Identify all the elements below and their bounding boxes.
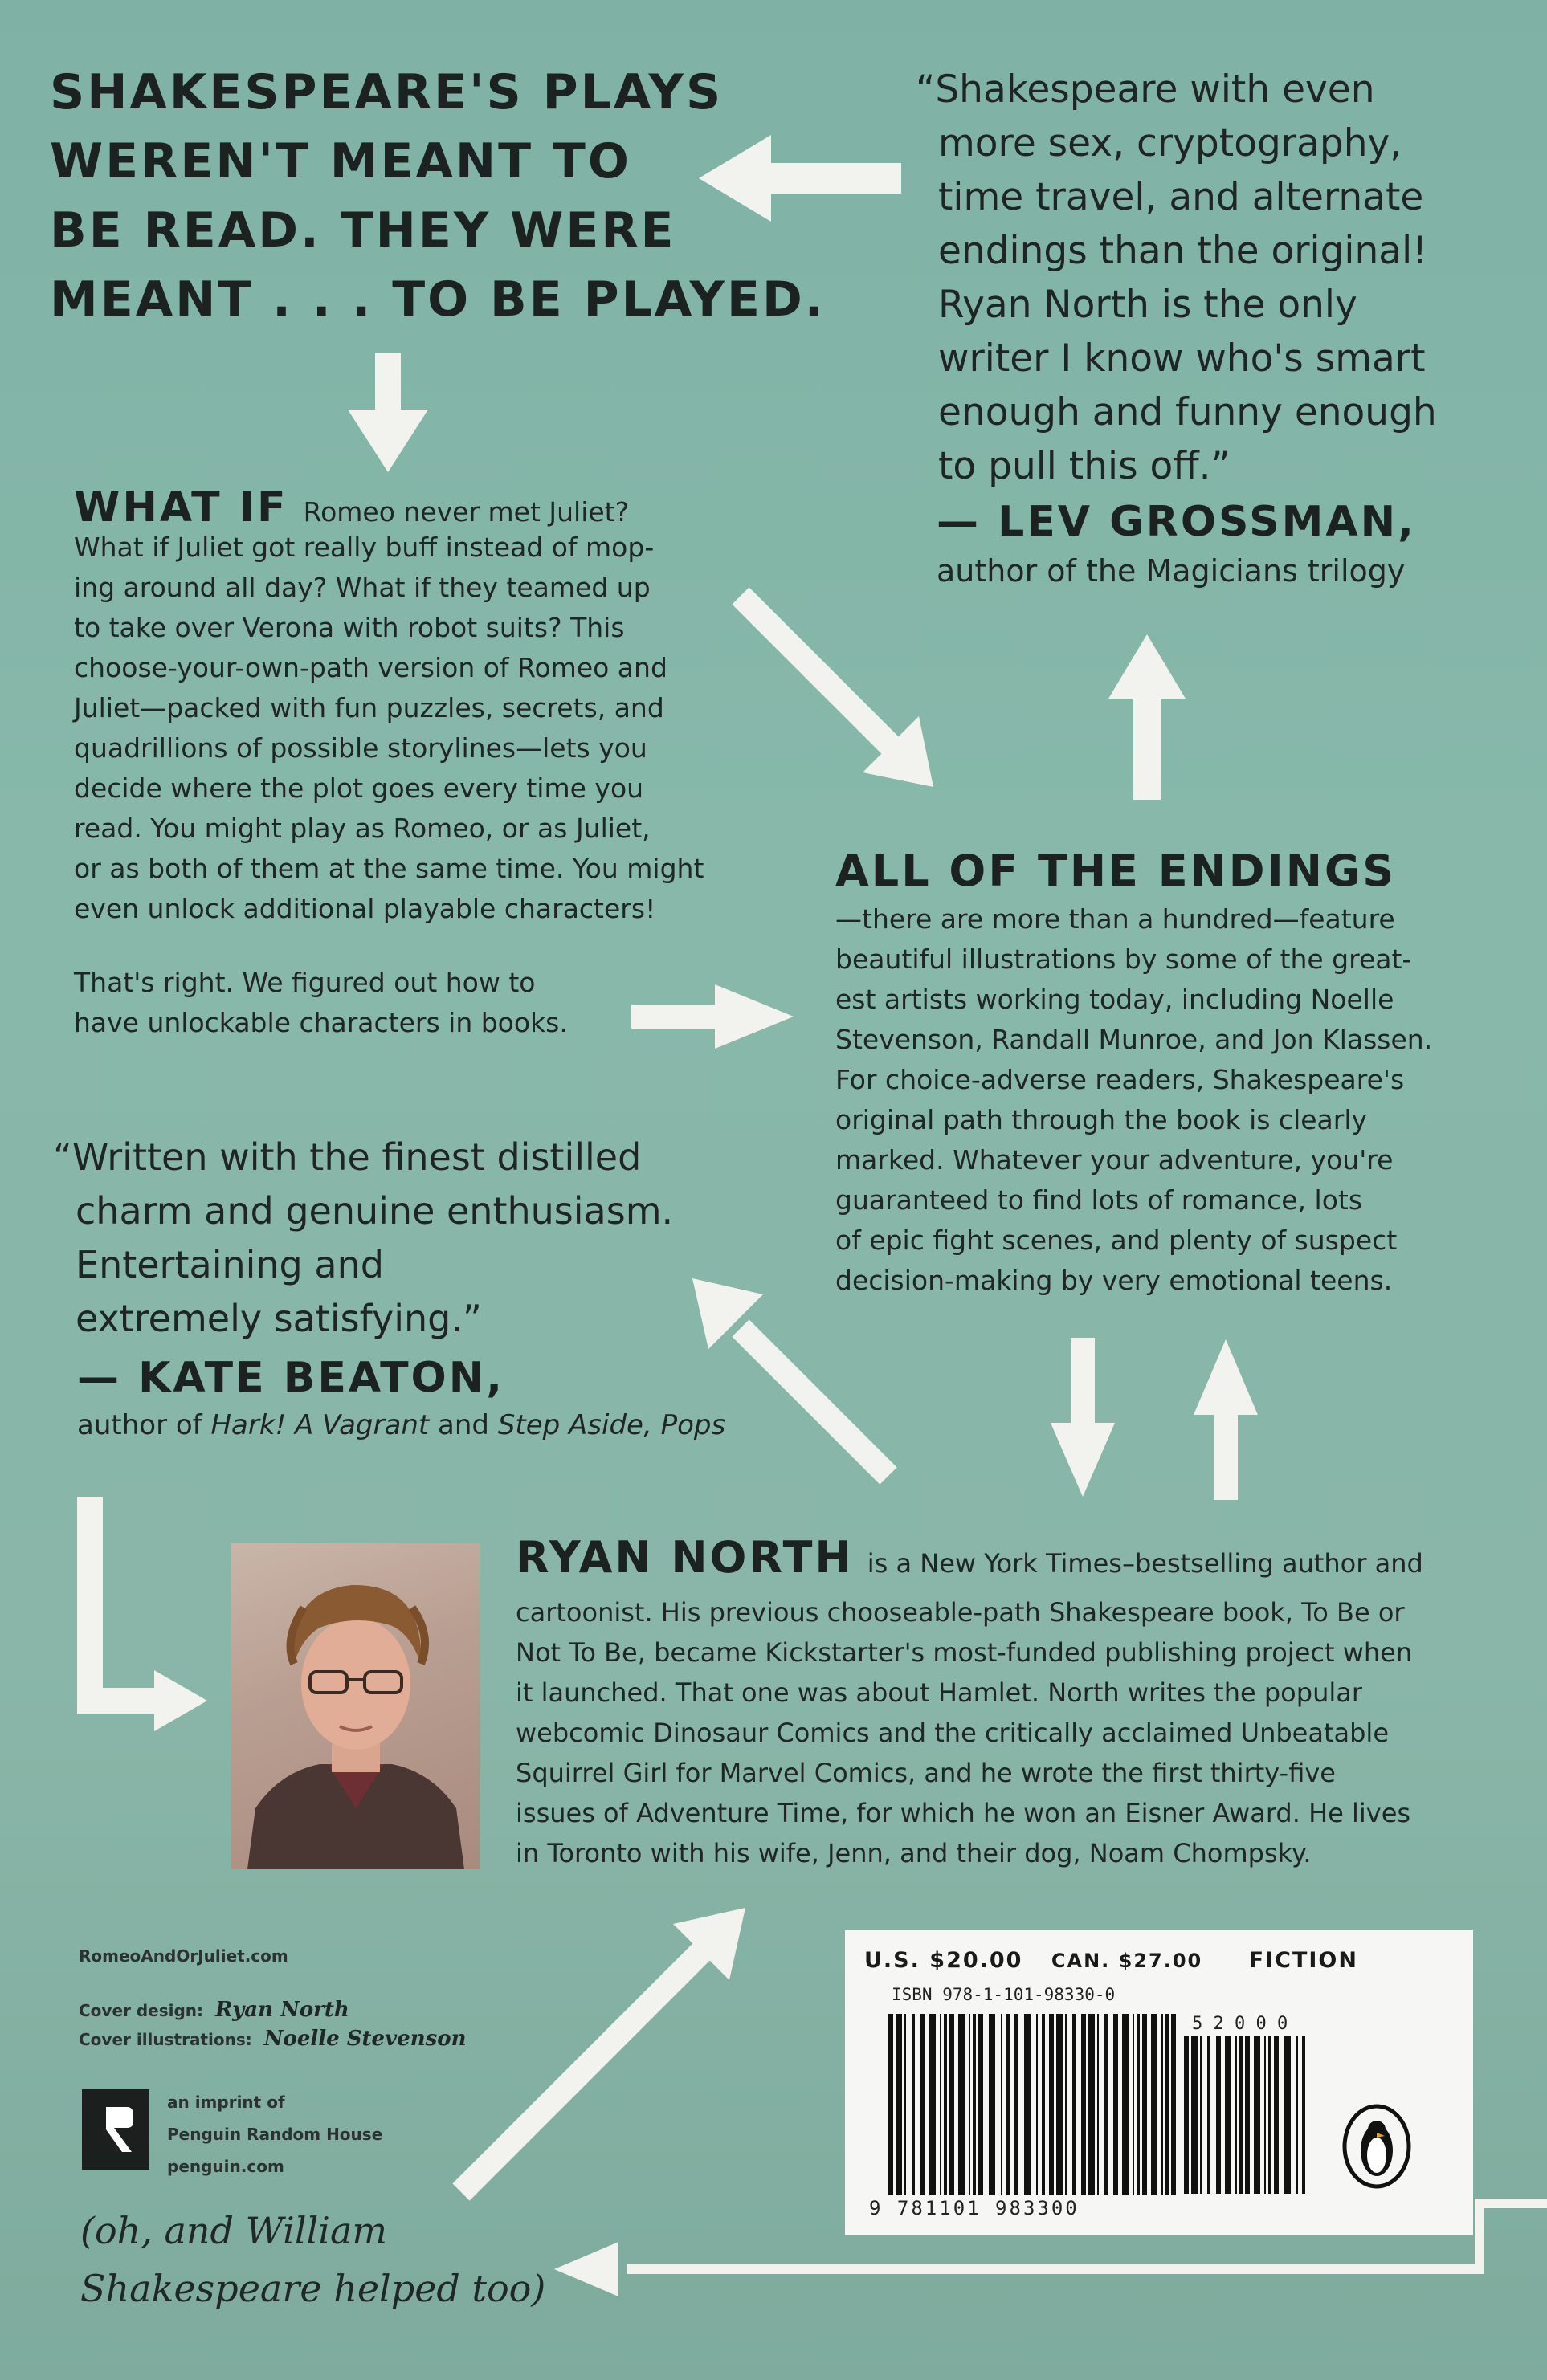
quote-line: to pull this off.” — [938, 444, 1231, 488]
quote-line: Entertaining and — [76, 1243, 384, 1286]
endings-line: beautiful illustrations by some of the great- — [835, 943, 1412, 975]
what-if-line: ing around all day? What if they teamed up — [74, 572, 651, 603]
headline-line: BE READ. THEY WERE — [50, 202, 676, 259]
category: FICTION — [1248, 1948, 1358, 1973]
what-if-line: decide where the plot goes every time you — [74, 772, 644, 804]
beaton-book-1: Hark! A Vagrant — [210, 1409, 430, 1441]
what-if-line: What if Juliet got really buff instead of mop- — [74, 532, 655, 563]
bio-line: cartoonist. His previous chooseable-path Shakespeare book, To Be or — [516, 1597, 1405, 1628]
bio-line: Not To Be, became Kickstarter's most-funded publishing project when — [516, 1637, 1413, 1668]
what-if-line: to take over Verona with robot suits? This — [74, 612, 625, 643]
bio-line: is a New York Times–bestselling author and — [867, 1548, 1423, 1579]
price-us: U.S. $20.00 — [864, 1948, 1023, 1973]
bio-line: it launched. That one was about Hamlet. North writes the popular — [516, 1677, 1362, 1708]
cover-illustrations-label: Cover illustrations: — [79, 2030, 252, 2049]
beaton-attribution: — KATE BEATON, — [77, 1354, 505, 1402]
what-if-line: read. You might play as Romeo, or as Juliet, — [74, 813, 651, 844]
endings-line: decision-making by very emotional teens. — [835, 1265, 1393, 1296]
what-if-line: Romeo never met Juliet? — [303, 496, 630, 528]
price-can: CAN. $27.00 — [1051, 1950, 1203, 1972]
headline-line: WEREN'T MEANT TO — [50, 133, 631, 190]
bio-line: in Toronto with his wife, Jenn, and their dog, Noam Chompsky. — [516, 1838, 1312, 1869]
grossman-role: author of the Magicians trilogy — [937, 553, 1406, 589]
footnote-line: Shakespeare helped too) — [80, 2267, 546, 2310]
bio-line: webcomic Dinosaur Comics and the critically acclaimed Unbeatable — [516, 1718, 1389, 1748]
what-if-line: or as both of them at the same time. You might — [74, 853, 704, 884]
quote-line: “Written with the finest distilled — [53, 1135, 642, 1179]
imprint-line[interactable]: penguin.com — [167, 2157, 284, 2176]
headline-line: MEANT . . . TO BE PLAYED. — [50, 271, 826, 328]
quote-line: Ryan North is the only — [938, 283, 1357, 327]
aside-line: That's right. We figured out how to — [74, 967, 536, 998]
website[interactable]: RomeoAndOrJuliet.com — [79, 1946, 288, 1966]
quote-line: enough and funny enough — [938, 390, 1437, 434]
imprint-line: an imprint of — [167, 2093, 285, 2112]
endings-line: est artists working today, including Noelle — [835, 984, 1394, 1015]
headline-line: SHAKESPEARE'S PLAYS — [50, 64, 724, 120]
endings-line: —there are more than a hundred—feature — [835, 903, 1395, 935]
endings-line: For choice-adverse readers, Shakespeare's — [835, 1064, 1405, 1095]
addon-number: 5 2 0 0 0 — [1192, 2014, 1288, 2034]
beaton-role-mid: and — [429, 1409, 498, 1441]
bio-line: issues of Adventure Time, for which he won an Eisner Award. He lives — [516, 1798, 1411, 1828]
endings-line: original path through the book is clearly — [835, 1104, 1368, 1135]
isbn: ISBN 978-1-101-98330-0 — [892, 1985, 1116, 2004]
imprint-line: Penguin Random House — [167, 2125, 383, 2144]
footnote-line: (oh, and William — [80, 2209, 387, 2252]
endings-line: of epic fight scenes, and plenty of suspect — [835, 1225, 1398, 1256]
quote-line: writer I know who's smart — [938, 336, 1426, 381]
what-if-line: quadrillions of possible storylines—lets you — [74, 732, 647, 764]
quote-line: “Shakespeare with even — [916, 67, 1375, 112]
what-if-line: even unlock additional playable characters! — [74, 893, 656, 924]
quote-line: endings than the original! — [938, 229, 1427, 273]
quote-line: time travel, and alternate — [938, 175, 1424, 219]
what-if-line: choose-your-own-path version of Romeo and — [74, 652, 667, 683]
grossman-attribution: — LEV GROSSMAN, — [937, 498, 1416, 546]
what-if-line: Juliet—packed with fun puzzles, secrets, and — [74, 692, 664, 723]
quote-line: extremely satisfying.” — [76, 1297, 482, 1340]
quote-line: charm and genuine enthusiasm. — [76, 1189, 674, 1233]
bio-name: RYAN NORTH — [516, 1532, 854, 1583]
beaton-role-prefix: author of — [77, 1409, 211, 1441]
endings-line: guaranteed to find lots of romance, lots — [835, 1184, 1363, 1216]
what-if-lead: WHAT IF — [74, 483, 288, 532]
bio-line: Squirrel Girl for Marvel Comics, and he wrote the first thirty-five — [516, 1758, 1336, 1788]
cover-design-name: Ryan North — [215, 1998, 349, 2022]
barcode-digits: 9 781101 983300 — [869, 2197, 1080, 2219]
endings-line: Stevenson, Randall Munroe, and Jon Klassen. — [835, 1024, 1433, 1055]
endings-heading: ALL OF THE ENDINGS — [835, 846, 1397, 896]
cover-illustrations-name: Noelle Stevenson — [263, 2027, 467, 2051]
quote-line: more sex, cryptography, — [938, 121, 1402, 165]
aside-line: have unlockable characters in books. — [74, 1007, 568, 1038]
endings-line: marked. Whatever your adventure, you're — [835, 1144, 1394, 1176]
beaton-book-2: Step Aside, Pops — [497, 1409, 726, 1441]
cover-design-label: Cover design: — [79, 2001, 204, 2020]
